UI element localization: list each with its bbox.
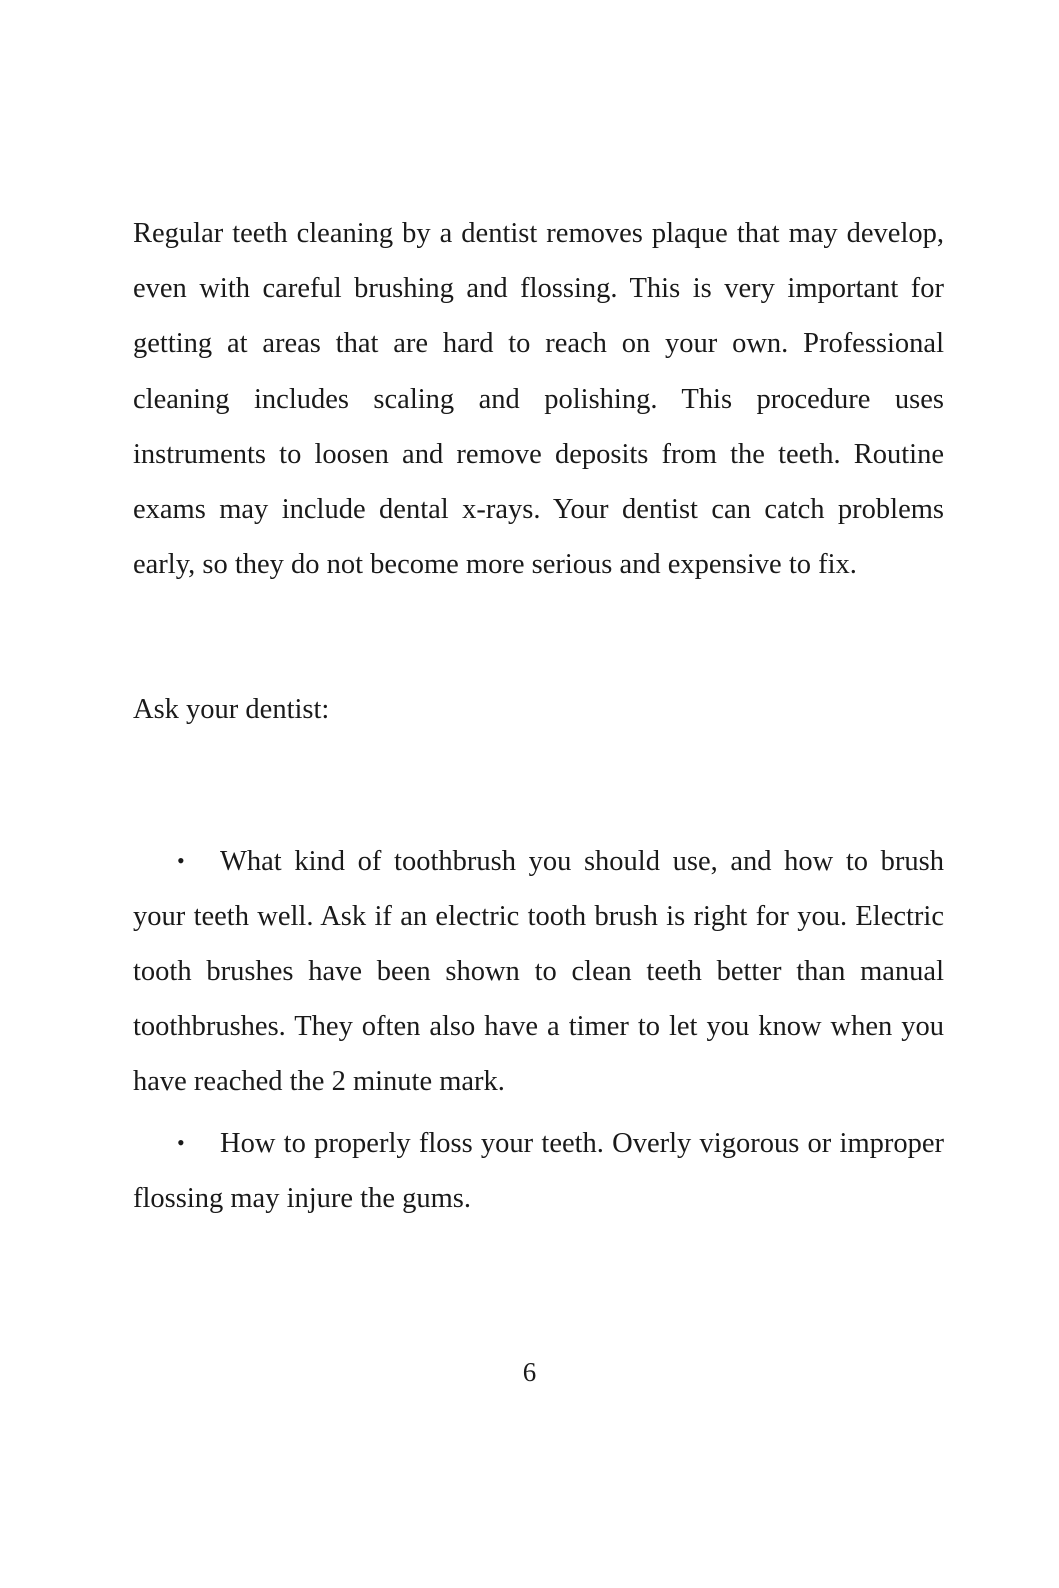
bullet-list — [133, 833, 944, 1226]
bullet-item-toothbrush — [133, 833, 944, 1110]
page-number: 6 — [522, 1357, 537, 1387]
bullet-icon: • — [177, 1129, 185, 1155]
bullet-text: How to properly floss your teeth. Overly vigorous or improper flossing may injure the gums. — [133, 1127, 944, 1214]
ask-dentist-heading: Ask your dentist: — [133, 694, 330, 726]
bullet-item-floss — [133, 1115, 944, 1226]
bullet-text: What kind of toothbrush you should use, and how to brush your teeth well. Ask if an electric tooth brush is right for you. Electric tooth brushes have been shown to clean teeth better than manual toothbrushes. They often also have a timer to let you know when you have reached the 2 minute mark. — [133, 845, 944, 1098]
intro-paragraph: Regular teeth cleaning by a dentist removes plaque that may develop, even with careful brushing and flossing. This is very important for getting at areas that are hard to reach on your own. Professional cleaning includes scaling and polishing. This procedure uses instruments to loosen and remove deposits from the teeth. Routine exams may include dental x-rays. Your dentist can catch problems early, so they do not become more serious and expensive to fix. — [133, 218, 944, 581]
page-content — [133, 206, 944, 1231]
bullet-icon: • — [177, 847, 185, 873]
